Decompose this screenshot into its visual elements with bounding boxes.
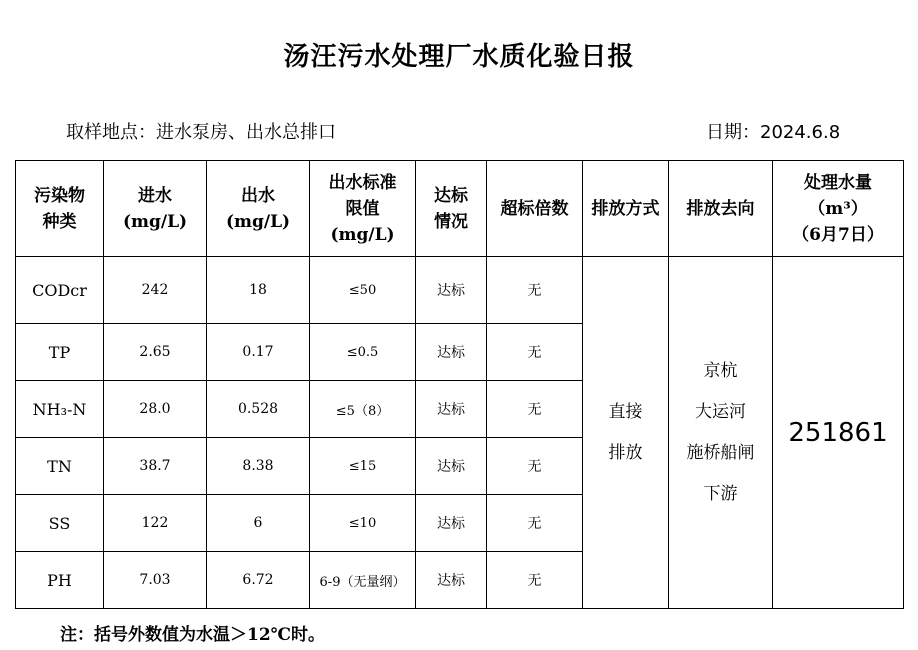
header-inflow bbox=[104, 161, 207, 257]
header-text: (mg/L) bbox=[330, 224, 395, 245]
header-status bbox=[416, 161, 487, 257]
pollutant-cell: NH₃-N bbox=[16, 381, 104, 438]
limit-cell: ≤50 bbox=[310, 257, 416, 324]
outflow-cell: 18 bbox=[207, 257, 310, 324]
pollutant-cell: SS bbox=[16, 495, 104, 552]
inflow-cell: 122 bbox=[104, 495, 207, 552]
header-text: （6月7日） bbox=[792, 224, 884, 245]
header-text: 处理水量 bbox=[804, 172, 872, 193]
header-text: 限值 bbox=[345, 198, 380, 219]
destination-text: 大运河 bbox=[695, 401, 746, 422]
limit-cell: ≤15 bbox=[310, 438, 416, 495]
table-header-row bbox=[16, 161, 904, 257]
header-outflow bbox=[207, 161, 310, 257]
footnote: 注：括号外数值为水温＞12℃时。 bbox=[60, 625, 326, 645]
header-limit bbox=[310, 161, 416, 257]
header-method: 排放方式 bbox=[583, 161, 669, 257]
pollutant-cell: PH bbox=[16, 552, 104, 609]
header-text: (mg/L) bbox=[122, 211, 188, 232]
limit-cell: ≤5（8） bbox=[310, 381, 416, 438]
water-quality-table bbox=[15, 160, 904, 609]
pollutant-cell: TN bbox=[16, 438, 104, 495]
limit-cell: 6-9（无量纲） bbox=[310, 552, 416, 609]
exceed-cell: 无 bbox=[487, 552, 583, 609]
status-cell: 达标 bbox=[416, 257, 487, 324]
header-text: 出水 bbox=[241, 185, 275, 206]
exceed-cell: 无 bbox=[487, 324, 583, 381]
status-cell: 达标 bbox=[416, 552, 487, 609]
outflow-cell: 6 bbox=[207, 495, 310, 552]
status-cell: 达标 bbox=[416, 381, 487, 438]
exceed-cell: 无 bbox=[487, 438, 583, 495]
header-pollutant bbox=[16, 161, 104, 257]
header-text: (mg/L) bbox=[225, 211, 291, 232]
limit-cell: ≤0.5 bbox=[310, 324, 416, 381]
exceed-cell: 无 bbox=[487, 257, 583, 324]
header-text: 达标 bbox=[434, 185, 468, 206]
header-text: （m³） bbox=[808, 198, 868, 219]
sampling-location: 取样地点：进水泵房、出水总排口 bbox=[66, 122, 336, 143]
header-text: 种类 bbox=[42, 211, 77, 232]
exceed-cell: 无 bbox=[487, 381, 583, 438]
limit-cell: ≤10 bbox=[310, 495, 416, 552]
destination-text: 施桥船闸 bbox=[686, 442, 755, 463]
pollutant-cell: CODcr bbox=[16, 257, 104, 324]
outflow-cell: 6.72 bbox=[207, 552, 310, 609]
discharge-destination-cell bbox=[669, 257, 773, 609]
header-text: 污染物 bbox=[34, 185, 85, 206]
header-destination: 排放去向 bbox=[669, 161, 773, 257]
status-cell: 达标 bbox=[416, 495, 487, 552]
header-volume bbox=[773, 161, 904, 257]
exceed-cell: 无 bbox=[487, 495, 583, 552]
outflow-cell: 8.38 bbox=[207, 438, 310, 495]
inflow-cell: 38.7 bbox=[104, 438, 207, 495]
inflow-cell: 242 bbox=[104, 257, 207, 324]
treated-volume-cell: 251861 bbox=[773, 257, 904, 609]
status-cell: 达标 bbox=[416, 438, 487, 495]
method-text: 直接 bbox=[608, 401, 643, 422]
discharge-method-cell bbox=[583, 257, 669, 609]
report-title: 汤汪污水处理厂水质化验日报 bbox=[283, 42, 635, 72]
header-text: 情况 bbox=[434, 211, 468, 232]
outflow-cell: 0.528 bbox=[207, 381, 310, 438]
header-text: 进水 bbox=[138, 185, 172, 206]
status-cell: 达标 bbox=[416, 324, 487, 381]
header-text: 出水标准 bbox=[328, 172, 397, 193]
inflow-cell: 28.0 bbox=[104, 381, 207, 438]
inflow-cell: 2.65 bbox=[104, 324, 207, 381]
table-row bbox=[16, 257, 904, 324]
outflow-cell: 0.17 bbox=[207, 324, 310, 381]
pollutant-cell: TP bbox=[16, 324, 104, 381]
method-text: 排放 bbox=[608, 442, 643, 463]
inflow-cell: 7.03 bbox=[104, 552, 207, 609]
header-exceed: 超标倍数 bbox=[487, 161, 583, 257]
report-date: 日期：2024.6.8 bbox=[706, 122, 841, 143]
destination-text: 京杭 bbox=[703, 360, 738, 381]
destination-text: 下游 bbox=[703, 483, 738, 504]
